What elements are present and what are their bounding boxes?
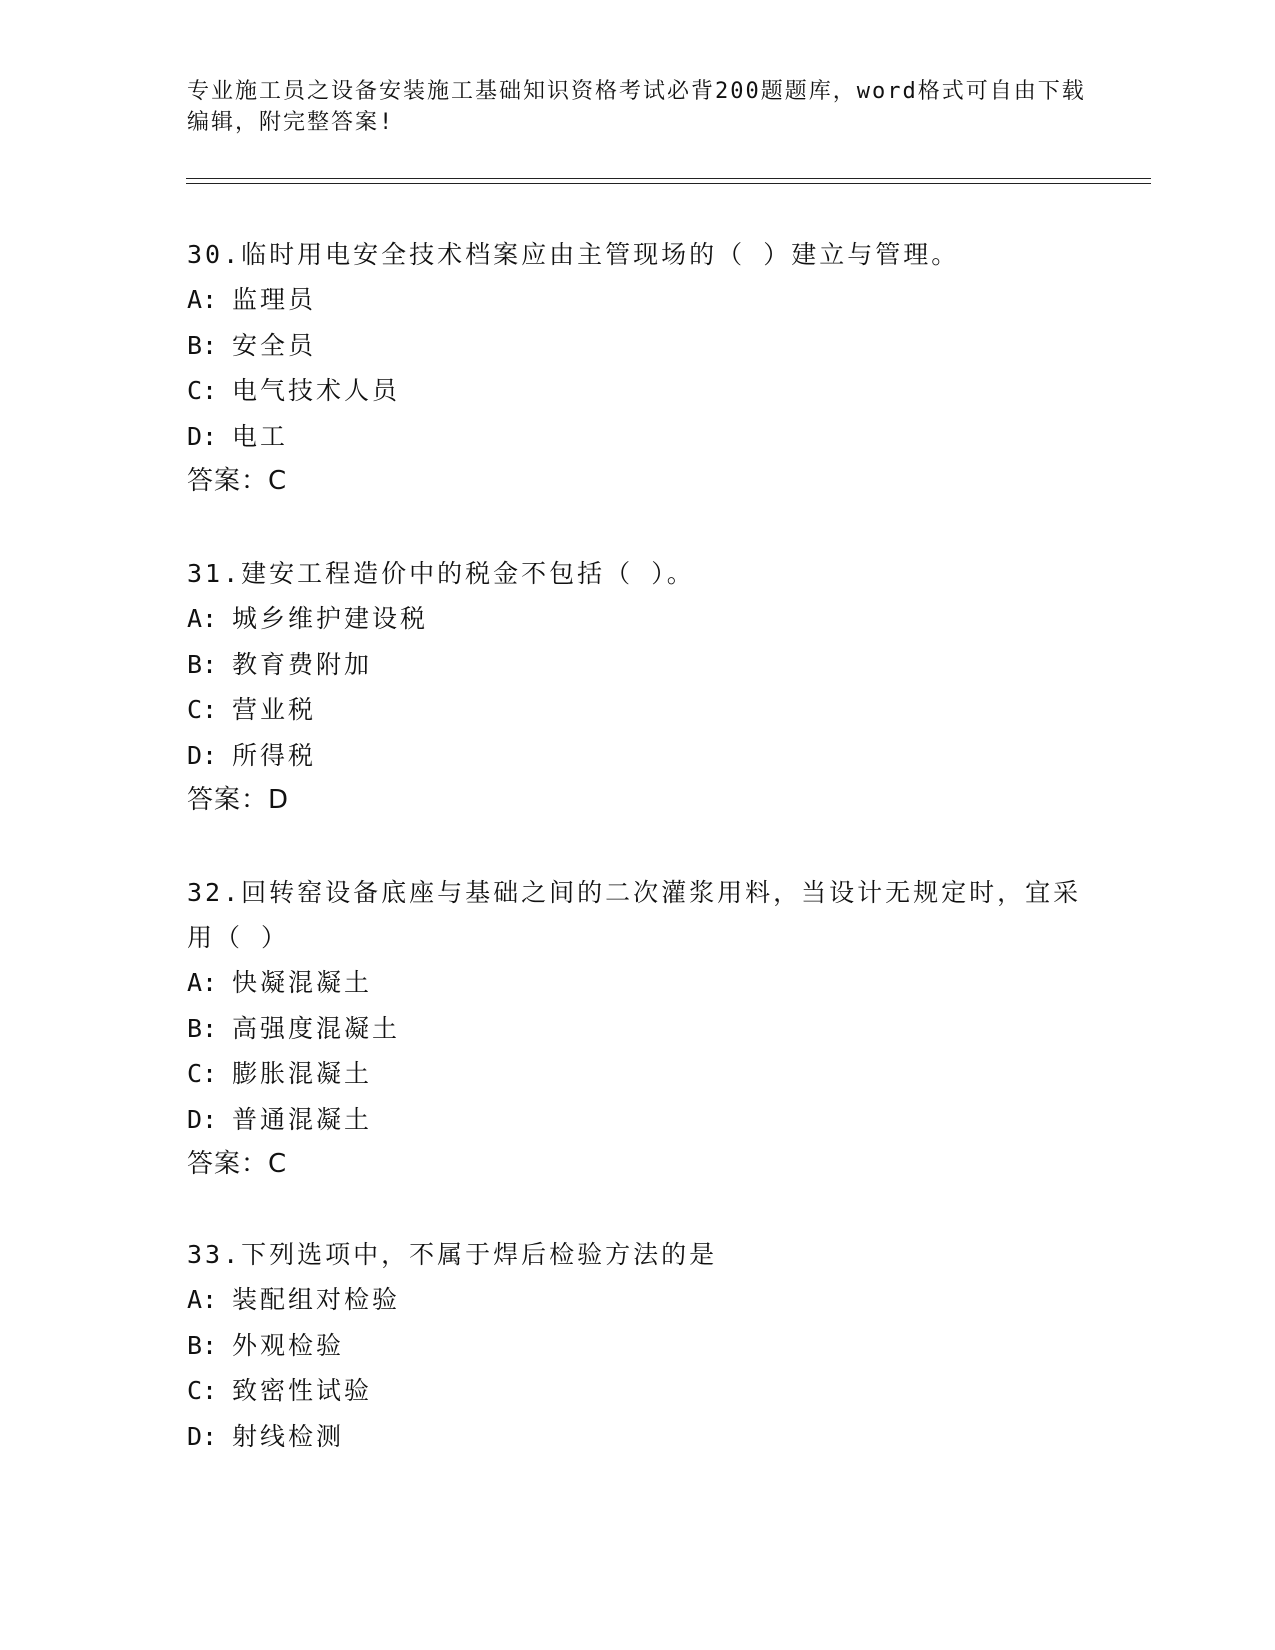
question-33 — [187, 1232, 1087, 1459]
option-key: A: — [187, 285, 218, 314]
option-text: 安全员 — [232, 330, 317, 360]
option-text: 致密性试验 — [232, 1376, 373, 1405]
option-text: 普通混凝土 — [232, 1104, 373, 1134]
option-key: D: — [187, 1104, 218, 1134]
answer-line: 答案：D — [187, 785, 290, 815]
option-key: B: — [187, 1330, 218, 1360]
option-key: B: — [187, 1013, 218, 1043]
option-text: 城乡维护建设税 — [232, 604, 429, 633]
question-30 — [187, 232, 1087, 504]
option-key: A: — [187, 1285, 218, 1314]
option-text: 电工 — [232, 421, 289, 451]
option-text: 外观检验 — [232, 1330, 345, 1360]
option-key: D: — [187, 421, 218, 451]
option-b — [187, 323, 1087, 369]
option-d — [187, 1097, 1087, 1143]
option-key: C: — [187, 376, 218, 405]
question-stem: 32.回转窑设备底座与基础之间的二次灌浆用料，当设计无规定时，宜采用（ ） — [187, 878, 1082, 952]
question-stem: 30.临时用电安全技术档案应由主管现场的（ ）建立与管理。 — [187, 240, 960, 269]
option-key: A: — [187, 968, 218, 997]
option-text: 射线检测 — [232, 1421, 345, 1451]
option-key: C: — [187, 695, 218, 724]
option-d — [187, 733, 1087, 779]
option-c — [187, 1051, 1087, 1097]
answer-line: 答案：C — [187, 1149, 288, 1179]
question-31 — [187, 551, 1087, 823]
option-a — [187, 1277, 1087, 1323]
option-a — [187, 960, 1087, 1006]
option-key: A: — [187, 604, 218, 633]
option-d — [187, 414, 1087, 460]
option-key: C: — [187, 1376, 218, 1405]
option-b — [187, 642, 1087, 688]
header-rule-upper — [186, 178, 1151, 179]
option-b — [187, 1006, 1087, 1052]
option-key: B: — [187, 330, 218, 360]
option-text: 高强度混凝土 — [232, 1013, 401, 1043]
option-text: 电气技术人员 — [232, 376, 401, 405]
option-key: C: — [187, 1059, 218, 1088]
option-b — [187, 1323, 1087, 1369]
option-a — [187, 596, 1087, 642]
option-d — [187, 1414, 1087, 1460]
question-stem: 33.下列选项中，不属于焊后检验方法的是 — [187, 1240, 718, 1269]
question-stem: 31.建安工程造价中的税金不包括（ ）。 — [187, 559, 695, 588]
option-a — [187, 277, 1087, 323]
answer-line: 答案：C — [187, 466, 288, 496]
option-c — [187, 368, 1087, 414]
option-text: 快凝混凝土 — [232, 968, 373, 997]
option-text: 监理员 — [232, 285, 317, 314]
question-32 — [187, 870, 1087, 1187]
option-text: 营业税 — [232, 695, 317, 724]
option-text: 教育费附加 — [232, 649, 373, 679]
option-key: B: — [187, 649, 218, 679]
option-text: 装配组对检验 — [232, 1285, 401, 1314]
option-key: D: — [187, 740, 218, 770]
option-c — [187, 687, 1087, 733]
header-rule-lower — [186, 183, 1151, 184]
option-text: 膨胀混凝土 — [232, 1059, 373, 1088]
document-header: 专业施工员之设备安装施工基础知识资格考试必背200题题库，word格式可自由下载编辑，附完整答案! — [187, 79, 1086, 135]
option-key: D: — [187, 1421, 218, 1451]
option-text: 所得税 — [232, 740, 317, 770]
option-c — [187, 1368, 1087, 1414]
